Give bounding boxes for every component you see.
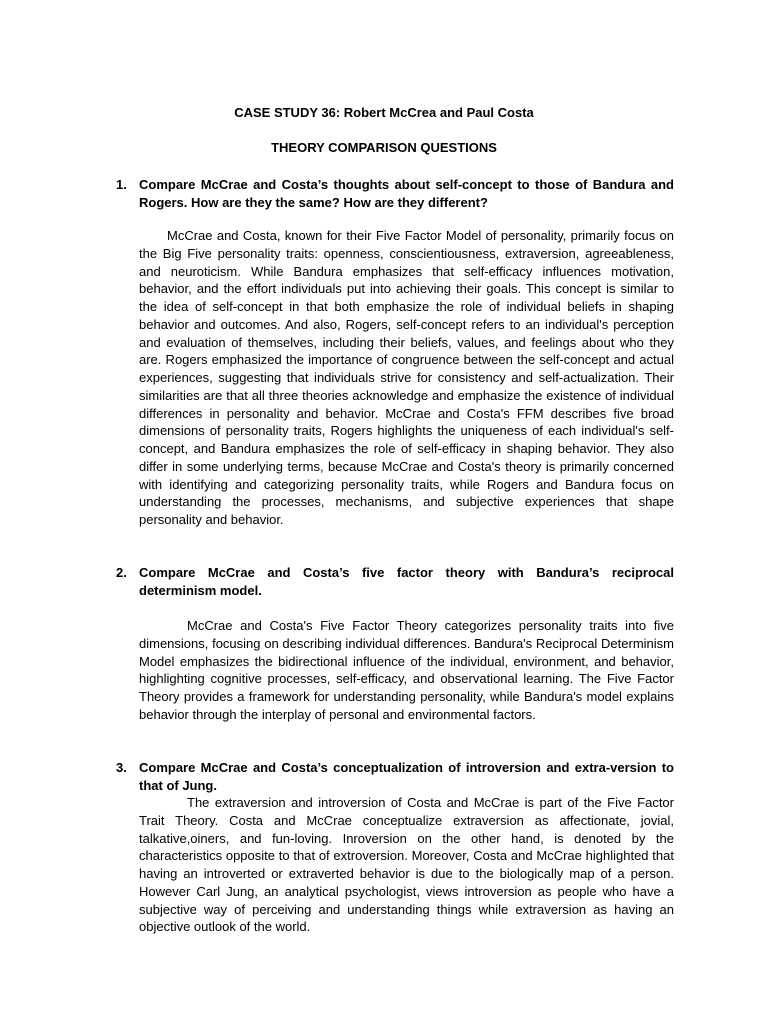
question-number: 3. (116, 760, 127, 775)
document-title: CASE STUDY 36: Robert McCrea and Paul Costa (234, 105, 534, 120)
document-subtitle: THEORY COMPARISON QUESTIONS (271, 140, 497, 155)
question-text: Compare McCrae and Costa’s thoughts about self-concept to those of Bandura and Rogers. How are they the same? How are they different? (139, 177, 674, 210)
question-number: 2. (116, 565, 127, 580)
question-text: Compare McCrae and Costa’s five factor theory with Bandura’s reciprocal determinism model. (139, 565, 674, 598)
question-number: 1. (116, 177, 127, 192)
question-text: Compare McCrae and Costa’s conceptualization of introversion and extra-version to that of Jung. (139, 760, 674, 793)
answer-paragraph: The extraversion and introversion of Costa and McCrae is part of the Five Factor Trait Theory. Costa and McCrae conceptualize extraversion as affectionate, jovial, talkative,oiners, and fun-loving. Inroversion on the other hand, is denoted by the characteristics opposite to that of extroversion. Moreover, Costa and McCrae highlighted that having an introverted or extraverted behavior is due to the biologically map of a person. However Carl Jung, an analytical psychologist, views introversion as people who have a subjective way of perceiving and understanding things while extraversion as having an objective outlook of the world. (139, 795, 674, 935)
answer-paragraph: McCrae and Costa, known for their Five Factor Model of personality, primarily focus on the Big Five personality traits: openness, conscientiousness, extraversion, agreeableness, and neuroticism. While Bandura emphasizes that self-efficacy influences motivation, behavior, and the effort individuals put into achieving their goals. This concept is similar to the idea of self-concept in that both emphasize the role of individual beliefs in shaping behavior and outcomes. And also, Rogers, self-concept refers to an individual's perception and evaluation of themselves, including their beliefs, values, and feelings about who they are. Rogers emphasized the importance of congruence between the self-concept and actual experiences, suggesting that individuals strive for consistency and self-actualization. Their similarities are that all three theories acknowledge and emphasize the existence of individual differences in personality and behavior. McCrae and Costa's FFM describes five broad dimensions of personality traits, Rogers highlights the uniqueness of each individual's self-concept, and Bandura emphasizes the role of self-efficacy in shaping behavior. They also differ in some underlying terms, because McCrae and Costa's theory is primarily concerned with identifying and categorizing personality traits, while Rogers and Bandura focus on understanding the processes, mechanisms, and subjective experiences that shape personality and behavior. (139, 228, 674, 527)
answer-paragraph: McCrae and Costa's Five Factor Theory categorizes personality traits into five dimensions, focusing on describing individual differences. Bandura's Reciprocal Determinism Model emphasizes the bidirectional influence of the individual, environment, and behavior, highlighting cognitive processes, self-efficacy, and observational learning. The Five Factor Theory provides a framework for understanding personality, while Bandura's model explains behavior through the interplay of personal and environmental factors. (139, 618, 674, 722)
